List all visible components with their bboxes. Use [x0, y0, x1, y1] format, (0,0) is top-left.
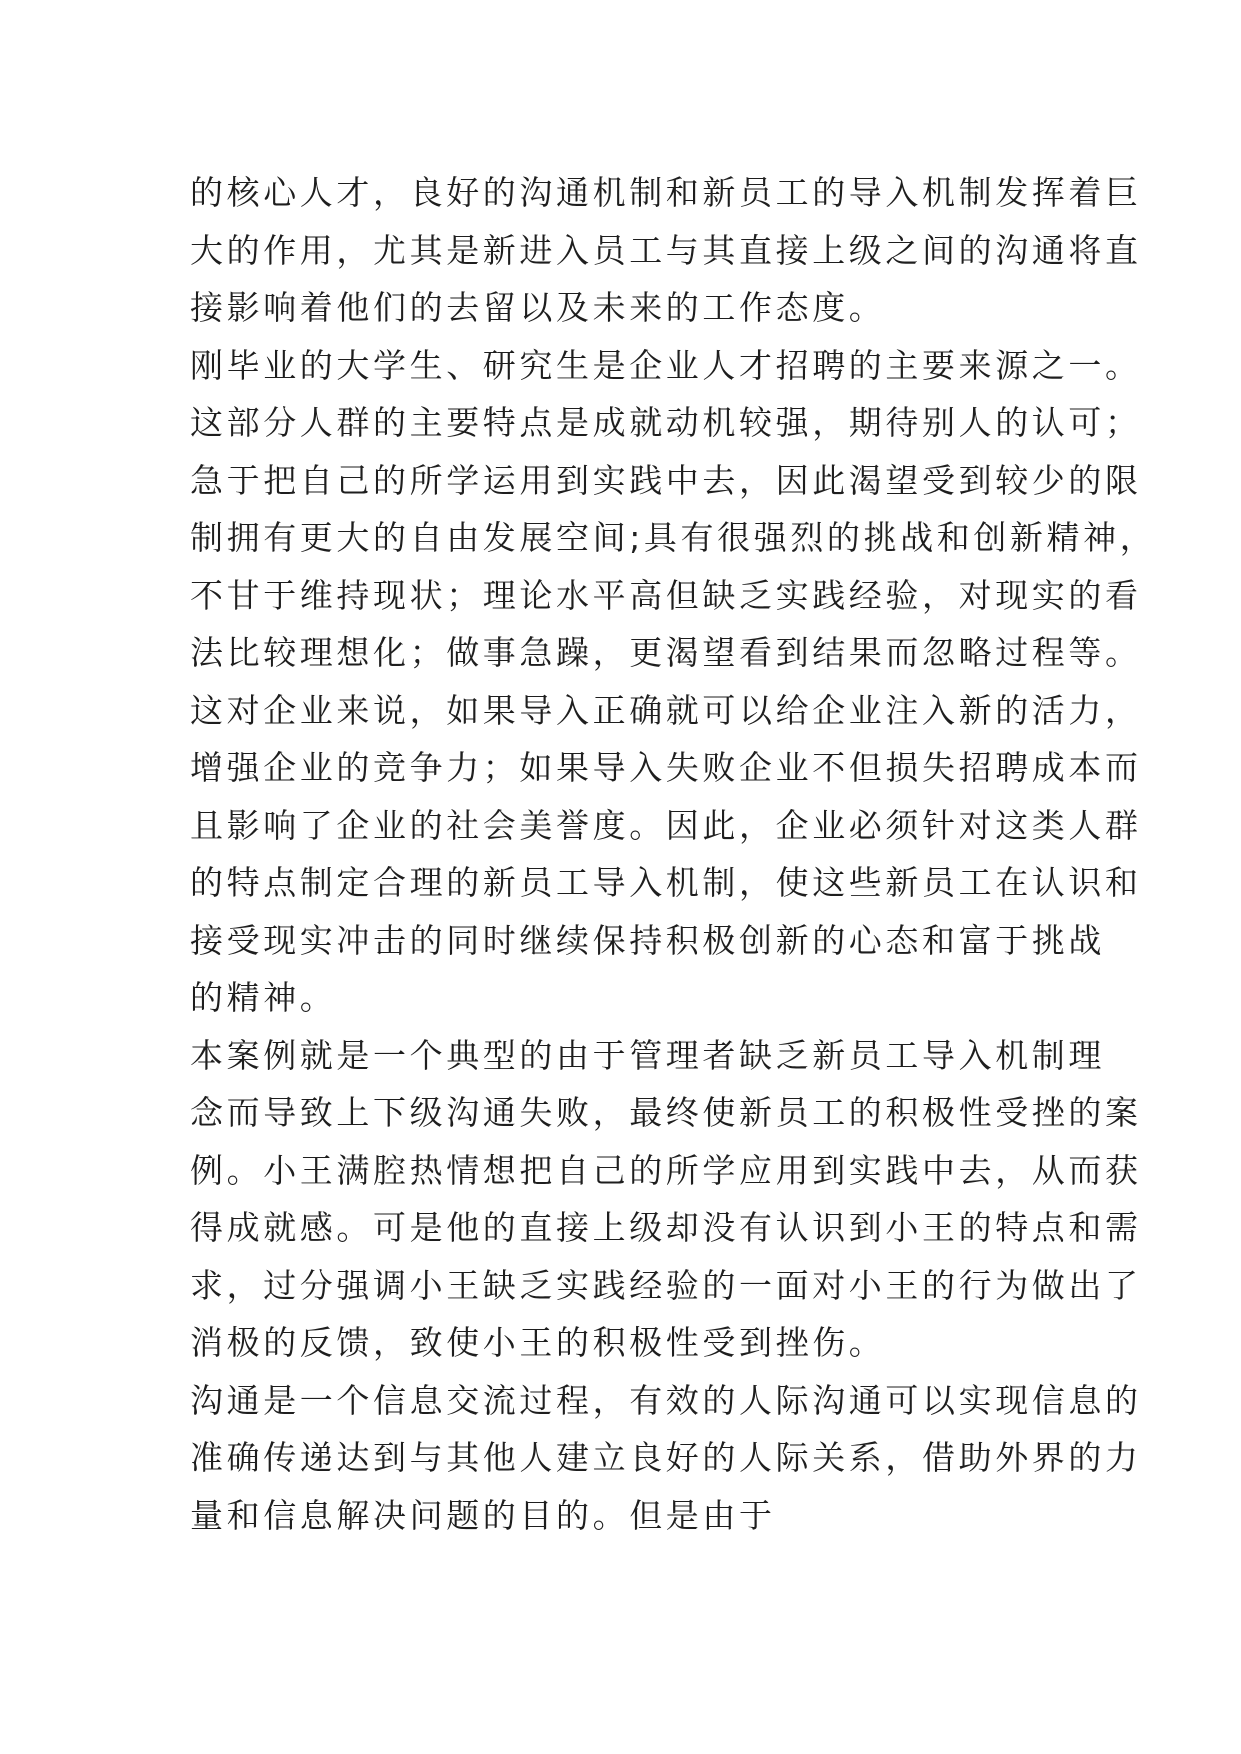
text-line: 沟通是一个信息交流过程，有效的人际沟通可以实现信息的 [190, 1380, 1142, 1420]
body-text [190, 164, 1157, 1544]
text-line: 且影响了企业的社会美誉度。因此，企业必须针对这类人群 [190, 805, 1142, 845]
text-line: 念而导致上下级沟通失败，最终使新员工的积极性受挫的案 [190, 1093, 1142, 1132]
text-line: 增强企业的竞争力；如果导入失败企业不但损失招聘成本而 [190, 748, 1142, 787]
text-line: 求，过分强调小王缺乏实践经验的一面对小王的行为做出了 [190, 1265, 1142, 1305]
text-line: 大的作用，尤其是新进入员工与其直接上级之间的沟通将直 [190, 230, 1142, 270]
text-line: 消极的反馈，致使小王的积极性受到挫伤。 [190, 1323, 886, 1362]
text-line: 刚毕业的大学生、研究生是企业人才招聘的主要来源之一。 [190, 345, 1142, 385]
text-line: 得成就感。可是他的直接上级却没有认识到小王的特点和需 [190, 1208, 1142, 1247]
text-line: 例。小王满腔热情想把自己的所学应用到实践中去，从而获 [190, 1150, 1142, 1190]
text-line: 的精神。 [190, 978, 337, 1017]
text-line: 的特点制定合理的新员工导入机制，使这些新员工在认识和 [190, 863, 1142, 902]
text-line: 不甘于维持现状；理论水平高但缺乏实践经验，对现实的看 [190, 575, 1142, 615]
text-line: 法比较理想化；做事急躁，更渴望看到结果而忽略过程等。 [190, 633, 1142, 672]
text-line: 本案例就是一个典型的由于管理者缺乏新员工导入机制理 [190, 1035, 1105, 1075]
text-line: 制拥有更大的自由发展空间;具有很强烈的挑战和创新精神， [190, 518, 1157, 557]
text-line: 接受现实冲击的同时继续保持积极创新的心态和富于挑战 [190, 920, 1105, 960]
text-line: 这部分人群的主要特点是成就动机较强，期待别人的认可； [190, 403, 1142, 442]
text-line: 这对企业来说，如果导入正确就可以给企业注入新的活力， [190, 690, 1142, 730]
text-line: 量和信息解决问题的目的。但是由于 [190, 1495, 776, 1535]
text-line: 准确传递达到与其他人建立良好的人际关系，借助外界的力 [190, 1438, 1142, 1477]
text-line: 接影响着他们的去留以及未来的工作态度。 [190, 288, 886, 327]
text-line: 急于把自己的所学运用到实践中去，因此渴望受到较少的限 [190, 460, 1142, 500]
text-line: 的核心人才，良好的沟通机制和新员工的导入机制发挥着巨 [190, 173, 1142, 212]
